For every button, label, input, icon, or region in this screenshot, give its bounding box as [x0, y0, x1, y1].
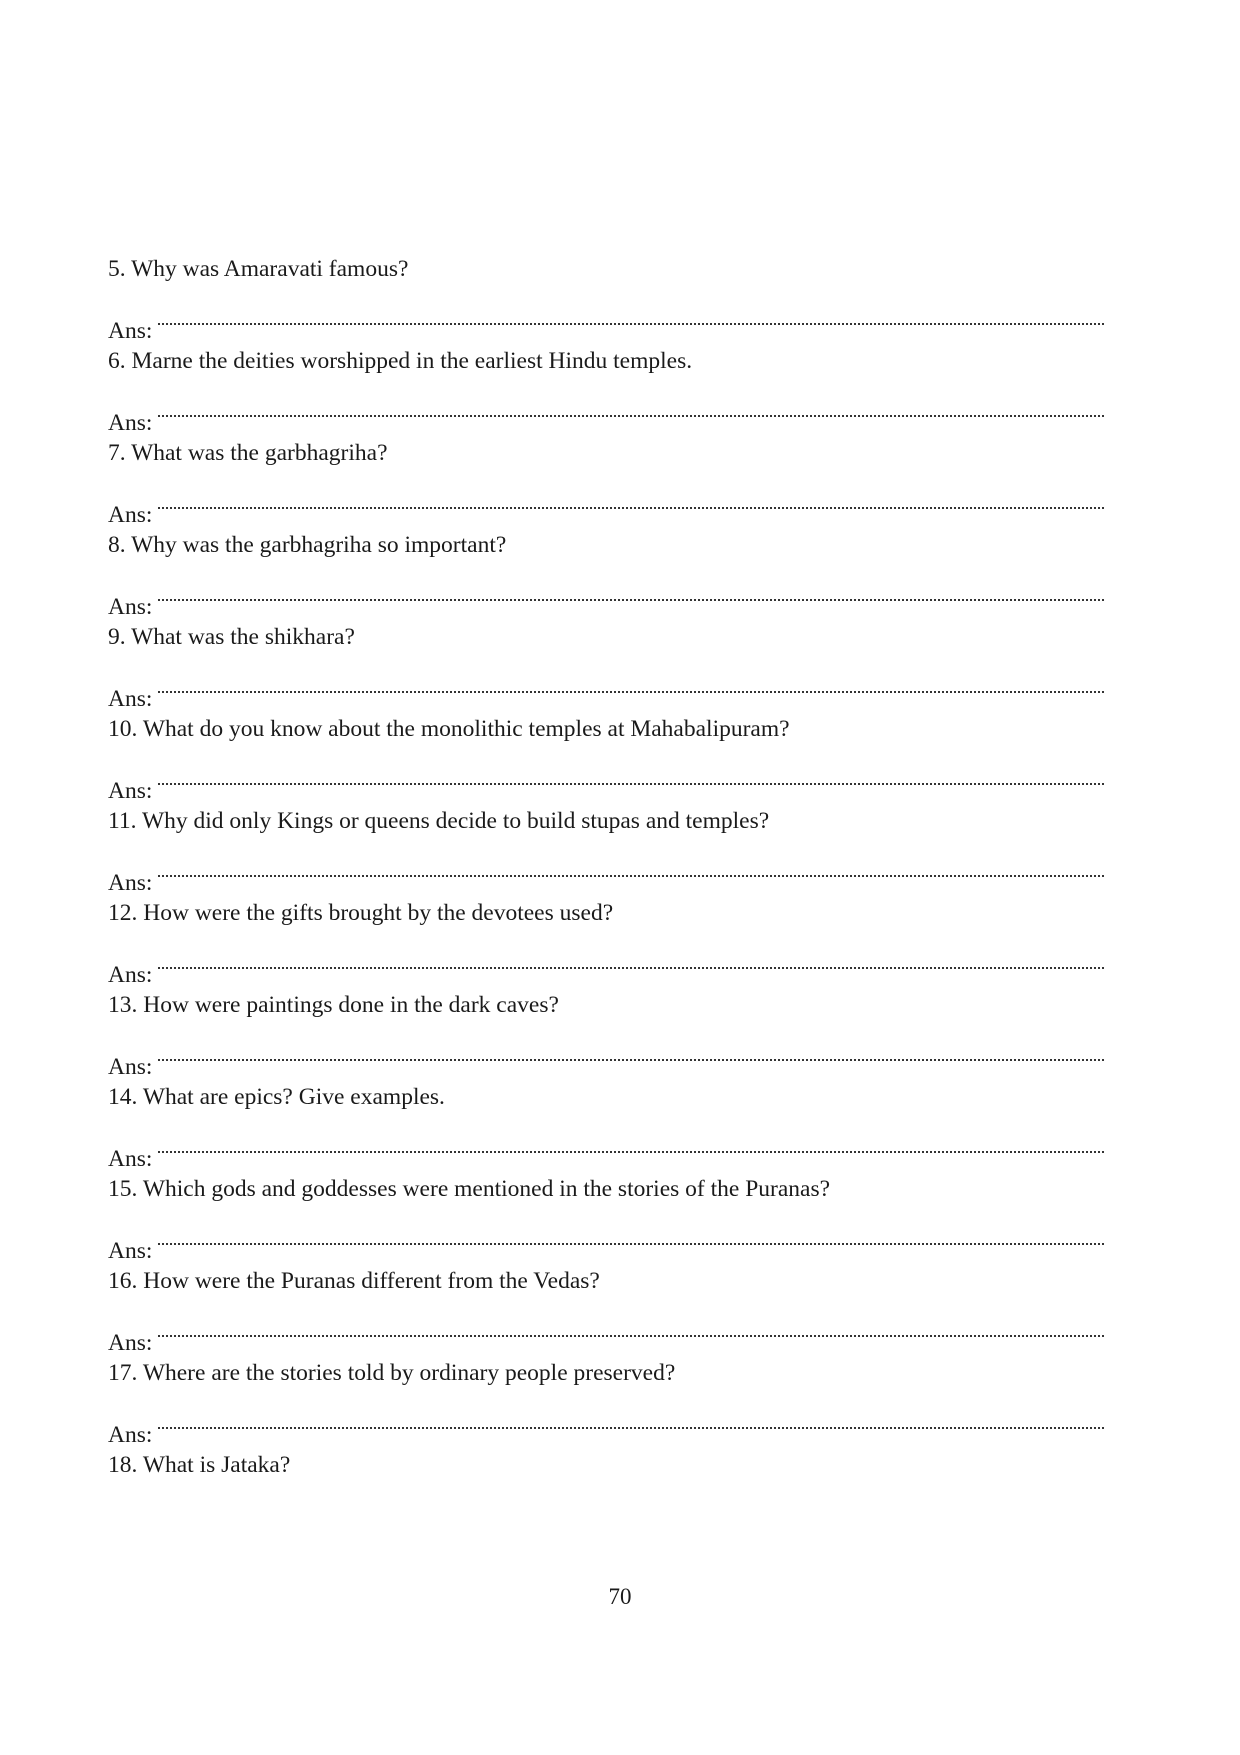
- question-10: 10. What do you know about the monolithic temples at Mahabalipuram?: [108, 716, 790, 742]
- answer-line-16[interactable]: [108, 1304, 1104, 1350]
- question-15: 15. Which gods and goddesses were mentioned in the stories of the Puranas?: [108, 1176, 831, 1202]
- page-number: 70: [608, 1584, 632, 1609]
- answer-line-14[interactable]: [108, 1120, 1104, 1166]
- answer-label: Ans:: [108, 1422, 153, 1442]
- question-16: 16. How were the Puranas different from the Vedas?: [108, 1268, 600, 1294]
- question-7: 7. What was the garbhagriha?: [108, 440, 388, 466]
- question-13: 13. How were paintings done in the dark caves?: [108, 992, 559, 1018]
- question-6: 6. Marne the deities worshipped in the earliest Hindu temples.: [108, 348, 693, 374]
- dotted-answer-line: [158, 1304, 1104, 1350]
- answer-line-17[interactable]: [108, 1396, 1104, 1442]
- dotted-answer-line: [158, 1212, 1104, 1258]
- worksheet-questions: [108, 246, 1104, 1488]
- dotted-answer-line: [158, 752, 1104, 798]
- dotted-answer-line: [158, 844, 1104, 890]
- answer-line-8[interactable]: [108, 568, 1104, 614]
- answer-label: Ans:: [108, 778, 153, 798]
- question-9: 9. What was the shikhara?: [108, 624, 355, 650]
- answer-label: Ans:: [108, 410, 153, 430]
- answer-label: Ans:: [108, 1238, 153, 1258]
- question-18: 18. What is Jataka?: [108, 1452, 291, 1478]
- dotted-answer-line: [158, 1120, 1104, 1166]
- question-14: 14. What are epics? Give examples.: [108, 1084, 445, 1110]
- question-8: 8. Why was the garbhagriha so important?: [108, 532, 507, 558]
- answer-label: Ans:: [108, 870, 153, 890]
- dotted-answer-line: [158, 384, 1104, 430]
- dotted-answer-line: [158, 568, 1104, 614]
- answer-line-11[interactable]: [108, 844, 1104, 890]
- answer-label: Ans:: [108, 1146, 153, 1166]
- answer-label: Ans:: [108, 318, 153, 338]
- question-5: 5. Why was Amaravati famous?: [108, 256, 409, 282]
- question-11: 11. Why did only Kings or queens decide to build stupas and temples?: [108, 808, 770, 834]
- answer-line-5[interactable]: [108, 292, 1104, 338]
- answer-line-9[interactable]: [108, 660, 1104, 706]
- answer-label: Ans:: [108, 962, 153, 982]
- question-12: 12. How were the gifts brought by the devotees used?: [108, 900, 614, 926]
- answer-label: Ans:: [108, 502, 153, 522]
- answer-line-15[interactable]: [108, 1212, 1104, 1258]
- answer-line-12[interactable]: [108, 936, 1104, 982]
- dotted-answer-line: [158, 1396, 1104, 1442]
- answer-line-7[interactable]: [108, 476, 1104, 522]
- dotted-answer-line: [158, 476, 1104, 522]
- answer-line-13[interactable]: [108, 1028, 1104, 1074]
- answer-label: Ans:: [108, 686, 153, 706]
- answer-line-6[interactable]: [108, 384, 1104, 430]
- dotted-answer-line: [158, 1028, 1104, 1074]
- answer-label: Ans:: [108, 594, 153, 614]
- answer-line-10[interactable]: [108, 752, 1104, 798]
- answer-label: Ans:: [108, 1054, 153, 1074]
- dotted-answer-line: [158, 660, 1104, 706]
- dotted-answer-line: [158, 936, 1104, 982]
- dotted-answer-line: [158, 292, 1104, 338]
- answer-label: Ans:: [108, 1330, 153, 1350]
- question-17: 17. Where are the stories told by ordinary people preserved?: [108, 1360, 676, 1386]
